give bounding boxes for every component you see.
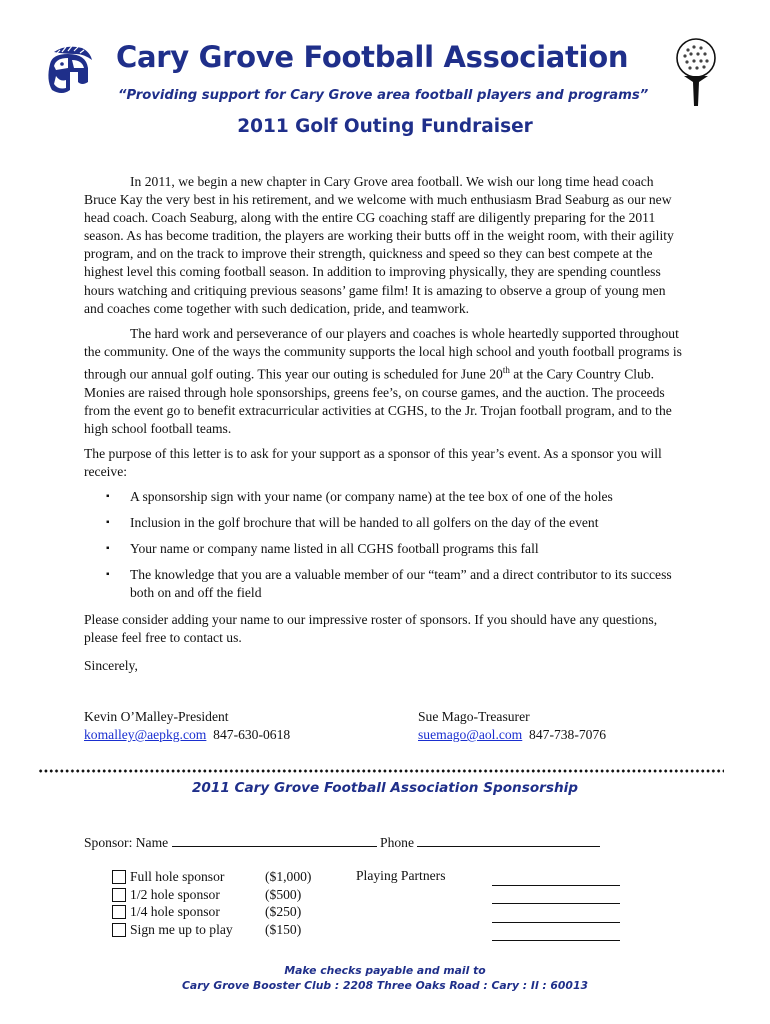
checkbox[interactable] (112, 923, 126, 937)
option-price: ($250) (265, 904, 302, 920)
president-name: Kevin O’Malley-President (84, 709, 229, 724)
date-suffix: th (502, 364, 510, 375)
bullet-icon: ▪ (106, 543, 110, 555)
signature-president (84, 708, 290, 744)
president-contact (84, 726, 290, 744)
letter-paragraph-4: Please consider adding your name to our impressive roster of sponsors. If you should have any questions, please feel free to contact us. (84, 611, 658, 645)
letter-paragraph-1: In 2011, we begin a new chapter in Cary Grove area football. We wish our long time head coach Bruce Kay the very best in his retirement, and we welcome with much enthusiasm Brad Seaburg as our new head coach. Coach Seaburg, along with the entire CG coaching staff are diligently preparing for the 2011 season. As has become tradition, the players are working their butts off in the weight room, with their agility program, and on the track to improve their strength, quickness and speed so they can best compete at the highest level this coming football season. In addition to improving physically, they are spending countless hours watching and critiquing previous seasons’ game film! It is amazing to observe a group of young men and coaches come together with such dedication, pride, and teamwork. (84, 174, 674, 316)
paragraph-2-start: The hard work and perseverance of our players and coaches is whole heartedly supported throughout the community. One of the ways the community supports the local high school and youth football programs is through our annual golf outing. This year our outing is scheduled for June 20 (84, 325, 682, 382)
list-item-text: Inclusion in the golf brochure that will be handed to all golfers on the day of the event (130, 515, 599, 531)
list-item (84, 540, 684, 558)
president-phone: 847-630-0618 (213, 727, 291, 742)
event-title: 2011 Golf Outing Fundraiser (237, 116, 533, 137)
treasurer-phone: 847-738-7076 (529, 727, 607, 742)
checkbox[interactable] (112, 905, 126, 919)
option-price: ($500) (265, 886, 302, 902)
list-item (84, 566, 684, 602)
treasurer-name: Sue Mago-Treasurer (418, 709, 530, 724)
sponsor-name-field[interactable] (172, 834, 377, 847)
playing-partners-label: Playing Partners (356, 868, 446, 883)
golf-ball-on-tee-icon (672, 36, 722, 108)
org-title: Cary Grove Football Association (116, 40, 629, 74)
sponsor-name-label: Sponsor: Name (84, 835, 169, 850)
closing: Sincerely, (84, 657, 138, 673)
list-item (84, 488, 684, 506)
partner-field[interactable] (492, 924, 620, 942)
option-label: Full hole sponsor (130, 869, 225, 884)
paragraph-2-end: at the Cary Country Club. Monies are raised through hole sponsorships, greens fee’s, on course games, and the auction. The proceeds from the event go to benefit extracurricular activities at CGHS, to the Jr. Trojan football program, and to the high school football teams. (84, 366, 672, 436)
option-label: Sign me up to play (130, 921, 233, 937)
phone-field[interactable] (417, 834, 600, 847)
bullet-icon: ▪ (106, 517, 110, 529)
option-price: ($1,000) (265, 869, 312, 884)
letter-body (84, 173, 684, 682)
letter-paragraph-3: The purpose of this letter is to ask for your support as a sponsor of this year’s event. As a sponsor you will receive: (84, 445, 662, 479)
footer-mailing-address: Cary Grove Booster Club : 2208 Three Oaks Road : Cary : Il : 60013 (182, 979, 588, 992)
bullet-icon: ▪ (106, 491, 110, 503)
list-item (84, 514, 684, 532)
checkbox[interactable] (112, 870, 126, 884)
letter-paragraph-2 (84, 325, 684, 438)
list-item-text: Your name or company name listed in all CGHS football programs this fall (130, 541, 539, 557)
playing-partners-fields (492, 868, 620, 942)
partner-field[interactable] (492, 905, 620, 923)
list-item-text: The knowledge that you are a valuable member of our “team” and a direct contributor to its success both on and off the field (130, 567, 672, 601)
president-email-link[interactable]: komalley@aepkg.com (84, 727, 207, 742)
partner-field[interactable] (492, 868, 620, 886)
treasurer-contact (418, 726, 606, 744)
checkbox[interactable] (112, 888, 126, 902)
dotted-divider (38, 768, 724, 774)
tagline: “Providing support for Cary Grove area football players and programs” (118, 88, 649, 103)
partner-field[interactable] (492, 887, 620, 905)
sponsor-form-row (84, 834, 600, 851)
list-item-text: A sponsorship sign with your name (or company name) at the tee box of one of the holes (130, 489, 613, 505)
benefits-list (84, 488, 684, 602)
bullet-icon: ▪ (106, 569, 110, 581)
trojan-helmet-icon (40, 42, 96, 102)
option-label: 1/2 hole sponsor (130, 886, 220, 902)
phone-label: Phone (380, 835, 414, 850)
sponsorship-form-heading: 2011 Cary Grove Football Association Sponsorship (191, 780, 579, 796)
footer-payment-note: Make checks payable and mail to (284, 964, 486, 977)
signature-treasurer (418, 708, 606, 744)
option-price: ($150) (265, 921, 302, 937)
option-label: 1/4 hole sponsor (130, 904, 220, 920)
treasurer-email-link[interactable]: suemago@aol.com (418, 727, 523, 742)
